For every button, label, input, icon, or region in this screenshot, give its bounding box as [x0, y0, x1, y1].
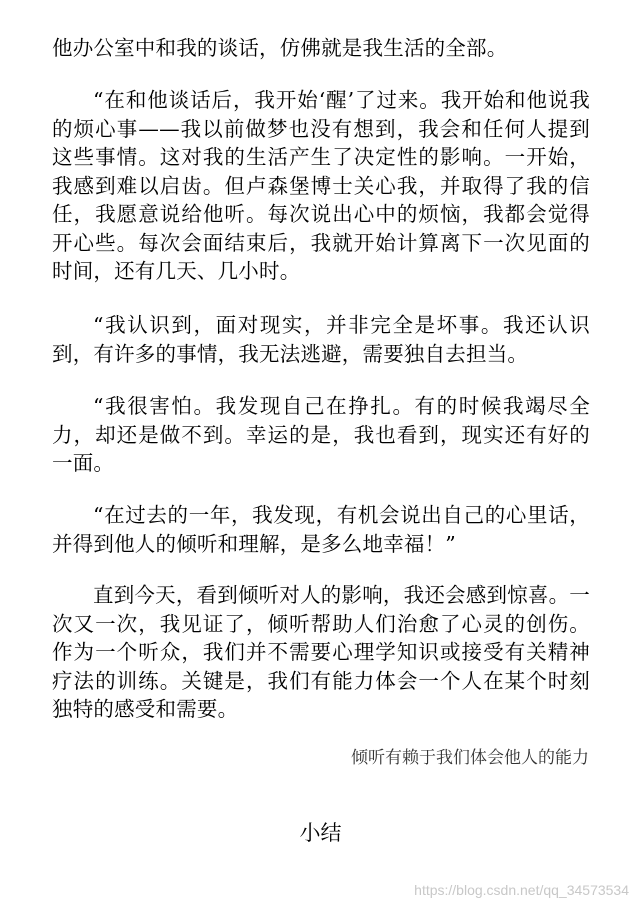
paragraph-quote-awakening: “在和他谈话后，我开始‘醒’了过来。我开始和他说我的烦心事——我以前做梦也没有想到，我会和任何人提到这些事情。这对我的生活产生了决定性的影响。一开始，我感到难以启齿。但卢森堡博士关心我，并取得了我的信任，我愿意说给他听。每次说出心中的烦恼，我都会觉得开心些。每次会面结束后，我就开始计算离下一次见面的时间，还有几天、几小时。 [52, 88, 590, 283]
paragraph-quote-reality: “我认识到，面对现实，并非完全是坏事。我还认识到，有许多的事情，我无法逃避，需要独自去担当。 [52, 313, 590, 366]
paragraph-quote-fear: “我很害怕。我发现自己在挣扎。有的时候我竭尽全力，却还是做不到。幸运的是，我也看到，现实还有好的一面。 [52, 394, 590, 475]
section-caption: 倾听有赖于我们体会他人的能力 [351, 748, 589, 768]
watermark-text: https://blog.csdn.net/qq_34573534 [414, 882, 629, 898]
summary-heading: 小结 [299, 821, 342, 845]
paragraph-reflection: 直到今天，看到倾听对人的影响，我还会感到惊喜。一次又一次，我见证了，倾听帮助人们治愈了心灵的创伤。作为一个听众，我们并不需要心理学知识或接受有关精神疗法的训练。关键是，我们有能力体会一个人在某个时刻独特的感受和需要。 [52, 583, 590, 721]
paragraph-intro-end: 他办公室中和我的谈话，仿佛就是我生活的全部。 [52, 36, 508, 60]
paragraph-quote-past-year: “在过去的一年，我发现，有机会说出自己的心里话，并得到他人的倾听和理解，是多么地幸福！” [52, 503, 590, 556]
